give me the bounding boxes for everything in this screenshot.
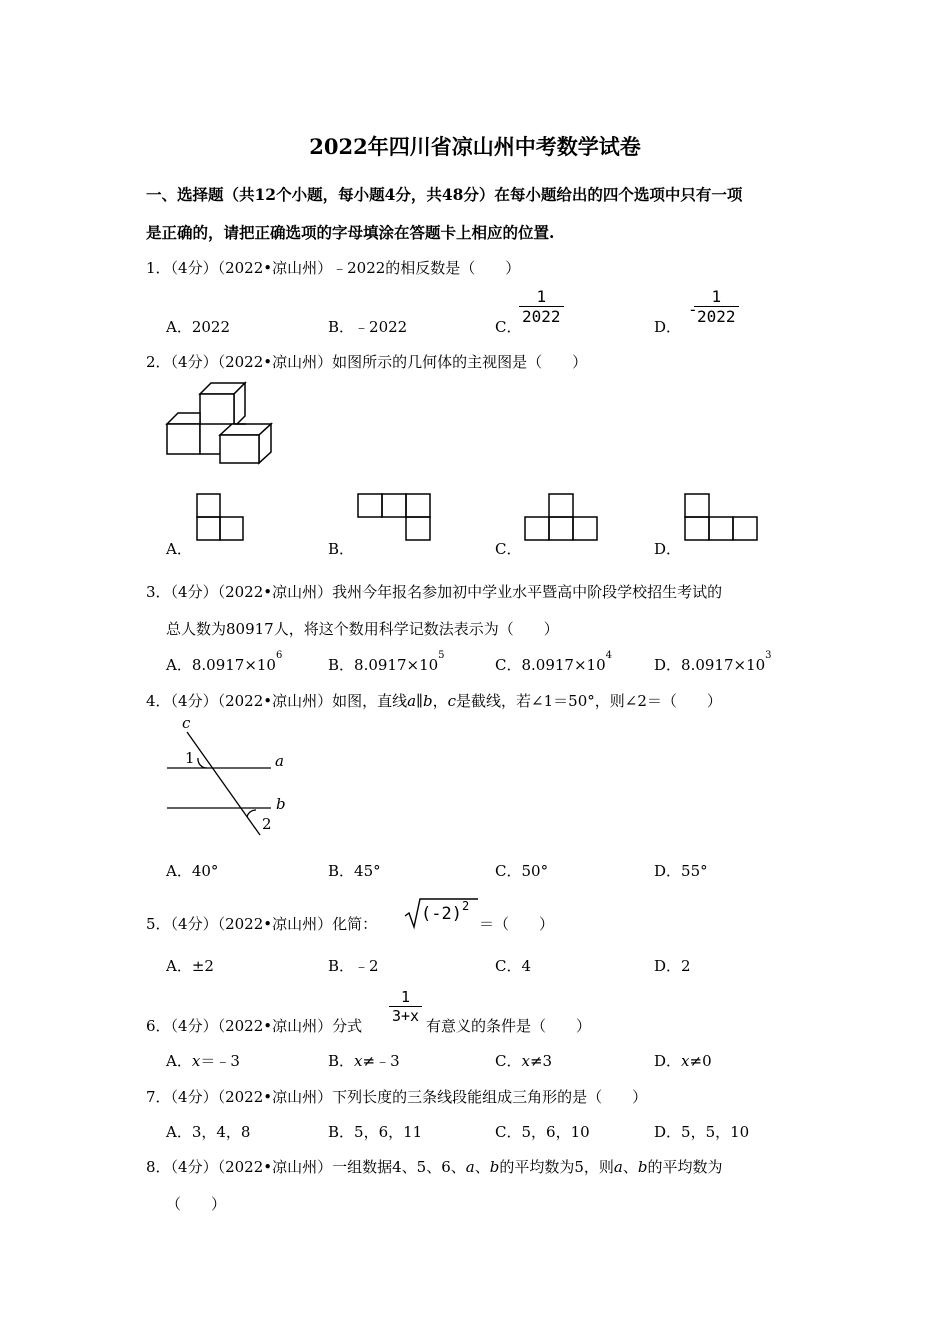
q5-radicand-exponent: 2 bbox=[461, 899, 470, 913]
q8-answer-blank: （ ） bbox=[166, 1195, 227, 1213]
q8-var-b2: b bbox=[637, 1158, 648, 1176]
q3-option-d bbox=[654, 650, 772, 675]
q1-d-sign: - bbox=[688, 300, 698, 319]
q4-var-b: b bbox=[423, 692, 433, 710]
q4-var-c: c bbox=[447, 692, 457, 710]
q8-stem bbox=[146, 1156, 722, 1177]
section-header-line2: 是正确的，请把正确选项的字母填涂在答题卡上相应的位置. bbox=[146, 223, 555, 242]
q3-b-exponent: 5 bbox=[438, 650, 445, 661]
q4-stem-pre: 4．（4分）（2022•凉山州）如图，直线 bbox=[146, 692, 408, 710]
q4-option-a: A．40° bbox=[166, 862, 219, 880]
q3-stem-line2: 总人数为80917人，将这个数用科学记数法表示为（ ） bbox=[166, 620, 559, 638]
q6-d-rest: ≠0 bbox=[689, 1052, 712, 1070]
q4-line-c bbox=[187, 732, 260, 835]
q2-stem: 2．（4分）（2022•凉山州）如图所示的几何体的主视图是（ ） bbox=[146, 353, 588, 371]
q6-stem-pre: 6．（4分）（2022•凉山州）分式 bbox=[146, 1017, 363, 1035]
q4-label-c: c bbox=[182, 714, 191, 732]
q6-b-var: x bbox=[354, 1052, 363, 1070]
q4-angle2-arc bbox=[247, 810, 256, 817]
q2-option-a-figure bbox=[196, 493, 246, 543]
q3-a-exponent: 6 bbox=[275, 650, 283, 661]
q3-c-base: C．8.0917×10 bbox=[495, 656, 606, 674]
q6-c-label: C． bbox=[495, 1052, 522, 1070]
q2-option-a: A． bbox=[166, 540, 192, 558]
q2-option-d: D． bbox=[654, 540, 682, 558]
q3-c-exponent: 4 bbox=[605, 650, 612, 661]
q3-b-base: B．8.0917×10 bbox=[328, 656, 439, 674]
q4-angle1-arc bbox=[198, 758, 207, 768]
section-header-line1: 一、选择题（共12个小题，每小题4分，共48分）在每小题给出的四个选项中只有一项 bbox=[146, 185, 743, 204]
q6-numerator: 1 bbox=[401, 988, 411, 1006]
q7-option-a: A．3，4，8 bbox=[166, 1123, 251, 1141]
q8-stem-pre: 8．（4分）（2022•凉山州）一组数据4、5、6、 bbox=[146, 1158, 466, 1176]
q5-stem-post: ＝（ ） bbox=[479, 915, 555, 933]
q8-sep: 、 bbox=[474, 1158, 490, 1176]
q5-radicand bbox=[421, 899, 470, 924]
q6-c-rest: ≠3 bbox=[529, 1052, 553, 1070]
q1-stem: 1．（4分）（2022•凉山州）﹣2022的相反数是（ ） bbox=[146, 259, 521, 277]
q4-option-b: B．45° bbox=[328, 862, 381, 880]
q4-stem-post: 是截线，若∠1＝50°，则∠2＝（ ） bbox=[456, 692, 722, 710]
q8-sep2: 、 bbox=[622, 1158, 638, 1176]
q6-d-label: D． bbox=[654, 1052, 682, 1070]
q1-c-denominator: 2022 bbox=[519, 306, 564, 326]
q4-option-c: C．50° bbox=[495, 862, 549, 880]
q2-option-d-figure bbox=[684, 493, 759, 543]
q4-parallel-symbol: ∥ bbox=[416, 692, 424, 710]
q6-denominator: 3+x bbox=[389, 1006, 422, 1025]
q7-option-d: D．5，5，10 bbox=[654, 1123, 750, 1141]
q6-option-c bbox=[495, 1050, 552, 1071]
q4-label-2: 2 bbox=[262, 815, 272, 833]
q3-d-exponent: 3 bbox=[765, 650, 772, 661]
q5-option-c: C．4 bbox=[495, 957, 532, 975]
q4-option-d: D．55° bbox=[654, 862, 708, 880]
q7-stem: 7．（4分）（2022•凉山州）下列长度的三条线段能组成三角形的是（ ） bbox=[146, 1088, 648, 1106]
q1-d-numerator: 1 bbox=[711, 287, 722, 306]
q6-stem-post: 有意义的条件是（ ） bbox=[426, 1017, 592, 1035]
q4-comma: ， bbox=[432, 692, 448, 710]
q1-option-a: A．2022 bbox=[166, 318, 231, 336]
q5-option-b: B．﹣2 bbox=[328, 957, 379, 975]
q6-a-var: x bbox=[191, 1052, 201, 1070]
q1-option-d: D． bbox=[654, 318, 682, 336]
page-title: 2022年四川省凉山州中考数学试卷 bbox=[309, 134, 641, 159]
q5-stem-pre: 5．（4分）（2022•凉山州）化简： bbox=[146, 915, 378, 933]
q6-option-d bbox=[654, 1050, 712, 1071]
q2-solid-figure bbox=[160, 380, 280, 470]
q4-label-1: 1 bbox=[185, 749, 195, 767]
q4-label-a: a bbox=[275, 752, 284, 770]
q3-option-c bbox=[495, 650, 612, 675]
q6-b-rest: ≠﹣3 bbox=[362, 1052, 400, 1070]
q3-stem-line1: 3．（4分）（2022•凉山州）我州今年报名参加初中学业水平暨高中阶段学校招生考试的 bbox=[146, 583, 723, 601]
q1-option-b: B．﹣2022 bbox=[328, 318, 408, 336]
q8-stem-mid: 的平均数为5，则 bbox=[499, 1158, 614, 1176]
q6-option-b bbox=[328, 1050, 400, 1071]
q4-label-b: b bbox=[276, 795, 286, 813]
q5-option-d: D．2 bbox=[654, 957, 691, 975]
q2-option-c-figure bbox=[524, 493, 599, 543]
q7-option-b: B．5，6，11 bbox=[328, 1123, 423, 1141]
q6-option-a bbox=[166, 1050, 240, 1071]
q1-d-denominator: 2022 bbox=[694, 306, 739, 326]
q6-d-var: x bbox=[681, 1052, 690, 1070]
q3-a-base: A．8.0917×10 bbox=[166, 656, 276, 674]
q3-option-a bbox=[166, 650, 283, 675]
q5-option-a: A．±2 bbox=[166, 957, 214, 975]
q6-b-label: B． bbox=[328, 1052, 355, 1070]
q4-var-a: a bbox=[407, 692, 417, 710]
q1-option-c-fraction bbox=[519, 288, 564, 326]
q8-var-a: a bbox=[465, 1158, 475, 1176]
q8-stem-post: 的平均数为 bbox=[647, 1158, 723, 1176]
q8-var-b: b bbox=[489, 1158, 500, 1176]
q1-c-numerator: 1 bbox=[536, 287, 547, 306]
q2-option-b: B． bbox=[328, 540, 355, 558]
q6-c-var: x bbox=[521, 1052, 530, 1070]
q1-option-d-fraction bbox=[694, 288, 739, 326]
q4-figure bbox=[160, 712, 300, 837]
q7-option-c: C．5，6，10 bbox=[495, 1123, 590, 1141]
q2-option-b-figure bbox=[357, 493, 432, 543]
q4-stem bbox=[146, 690, 722, 711]
q3-d-base: D．8.0917×10 bbox=[654, 656, 766, 674]
q1-option-c: C． bbox=[495, 318, 522, 336]
q8-var-a2: a bbox=[613, 1158, 623, 1176]
q6-a-rest: ＝﹣3 bbox=[200, 1052, 240, 1070]
q6-fraction bbox=[389, 989, 422, 1025]
q2-option-c: C． bbox=[495, 540, 522, 558]
q3-option-b bbox=[328, 650, 445, 675]
q5-radicand-base: (-2) bbox=[421, 904, 462, 924]
q6-a-label: A． bbox=[166, 1052, 192, 1070]
